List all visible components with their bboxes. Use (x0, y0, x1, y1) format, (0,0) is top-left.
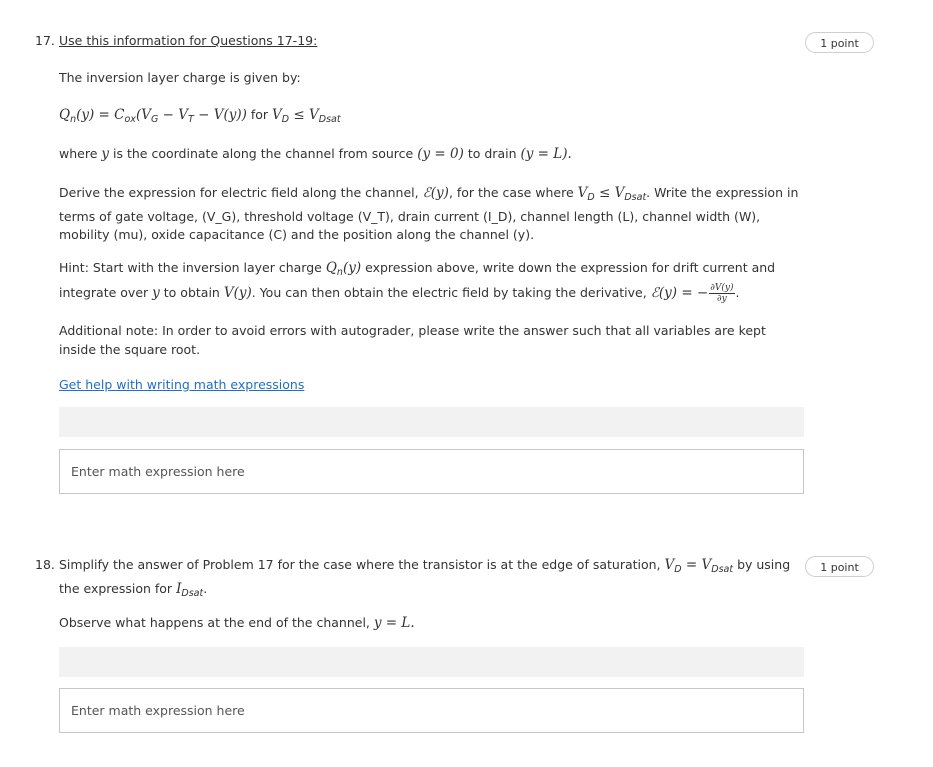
question-number: 17. (35, 33, 55, 48)
derivative-fraction: $\frac{\partial V(y)}{\partial y}$ (710, 282, 734, 304)
math-help-link[interactable]: Get help with writing math expressions (59, 377, 305, 392)
derive-text: Derive the expression for electric field along the channel, ℰ(y), for the case where $V_D \le V_{Dsat}$. Write the expression in terms of gate voltage, (V_G), threshold voltage (V_T), drain current (I_D), channel length (L), channel width (W), mobility (mu), oxide capacitance (C) and the position along the channel (y). (59, 185, 799, 242)
question-title: Use this information for Questions 17-19: (59, 33, 318, 48)
points-badge: 1 point (805, 32, 874, 53)
where-text: where y is the coordinate along the channel from source (y = 0) to drain (y = L). (59, 146, 572, 162)
question-number: 18. (35, 557, 55, 572)
intro-text: The inversion layer charge is given by: (59, 70, 301, 85)
math-answer-input[interactable] (59, 688, 804, 733)
math-answer-input[interactable] (59, 449, 804, 494)
preview-area (59, 407, 804, 437)
hint-text: Hint: Start with the inversion layer charge $Q_n(y)$ expression above, write down the expression for drift current and integrate over y to obtain V(y). You can then obtain the electric field by taking the derivative, ℰ(y) = − $\frac{\partial V(y)}{\partial y}$ . (59, 260, 776, 304)
additional-note: Additional note: In order to avoid errors with autograder, please write the answer such that all variables are kept inside the square root. (59, 323, 766, 357)
points-badge: 1 point (805, 556, 874, 577)
preview-area (59, 647, 804, 677)
charge-equation: $Q_n(y) = C_{ox}(V_G - V_T - V(y))$ for $V_D \le V_{Dsat}$ (59, 107, 341, 125)
observe-text: Observe what happens at the end of the channel, y = L. (59, 615, 415, 631)
question-text: Simplify the answer of Problem 17 for the case where the transistor is at the edge of saturation, $V_D = V_{Dsat}$ by using the expression for $I_{Dsat}$. (59, 557, 791, 599)
